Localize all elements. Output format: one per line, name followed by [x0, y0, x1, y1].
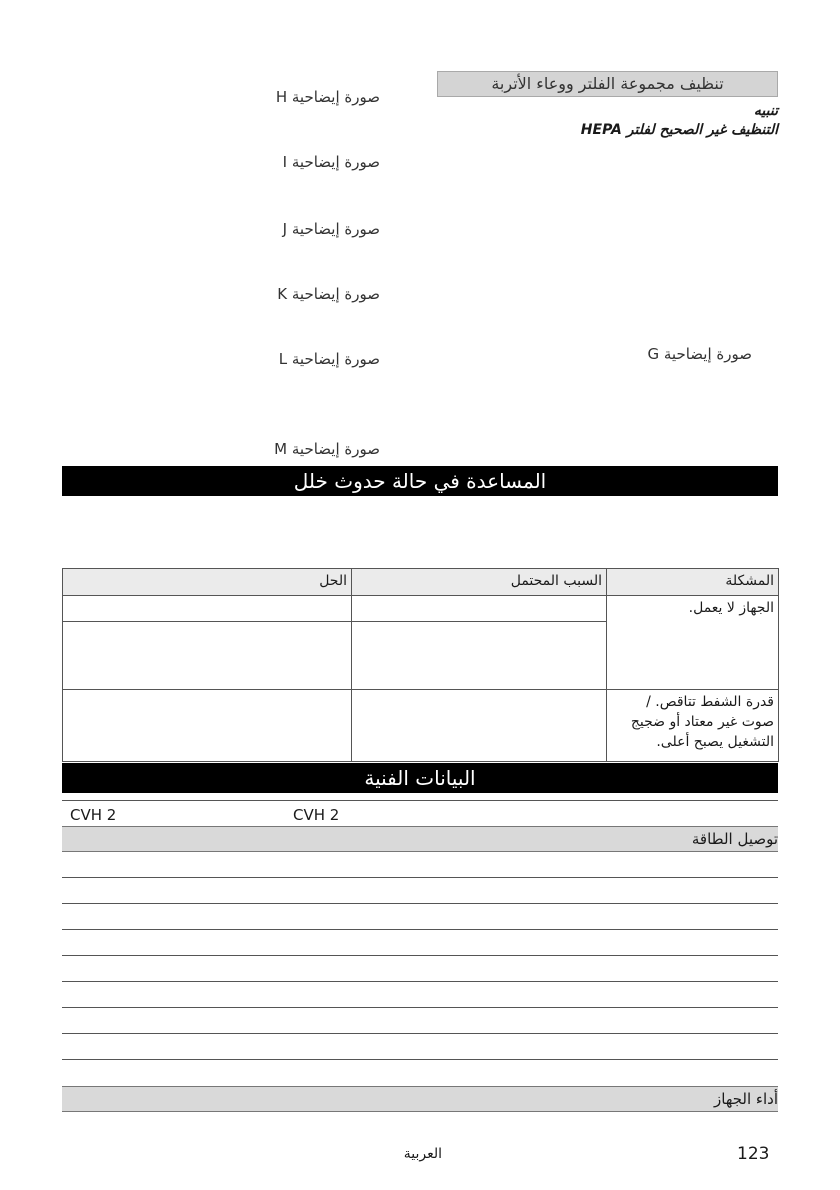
problem-cell: الجهاز لا يعمل. [607, 596, 779, 690]
troubleshooting-table [62, 568, 779, 762]
figure-label-i: صورة إيضاحية I [282, 153, 380, 171]
figure-label-h: صورة إيضاحية H [275, 88, 380, 106]
solution-cell [63, 622, 352, 690]
figure-label-g: صورة إيضاحية G [647, 345, 752, 363]
divider [62, 877, 778, 878]
divider [62, 1007, 778, 1008]
technical-data-title: البيانات الفنية [62, 763, 778, 793]
divider [62, 955, 778, 956]
divider [62, 981, 778, 982]
figure-label-m: صورة إيضاحية M [274, 440, 380, 458]
footer-language: العربية [403, 1146, 442, 1162]
warning-text: التنظيف غير الصحيح لفلتر HEPA [580, 122, 778, 138]
divider [62, 800, 778, 801]
performance-section-bar: أداء الجهاز [62, 1086, 778, 1112]
cause-cell [352, 596, 607, 622]
cause-cell [352, 690, 607, 762]
figure-label-k: صورة إيضاحية K [277, 285, 380, 303]
header-cause: السبب المحتمل [352, 569, 607, 596]
divider [62, 903, 778, 904]
filter-section-title: تنظيف مجموعة الفلتر ووعاء الأتربة [437, 71, 778, 97]
power-section-bar: توصيل الطاقة [62, 826, 778, 852]
cause-cell [352, 622, 607, 690]
solution-cell [63, 596, 352, 622]
divider [62, 929, 778, 930]
problem-cell: قدرة الشفط تتاقص. / صوت غير معتاد أو ضجيج التشغيل يصبح أعلى. [607, 690, 779, 762]
figure-label-j: صورة إيضاحية J [282, 220, 380, 238]
figure-label-l: صورة إيضاحية L [278, 350, 380, 368]
table-row [63, 690, 779, 762]
page-number: 123 [737, 1144, 770, 1164]
table-row [63, 596, 779, 622]
model-label-2: CVH 2 [293, 806, 340, 824]
solution-cell [63, 690, 352, 762]
warning-title: تنبيه [753, 103, 778, 119]
troubleshooting-title: المساعدة في حالة حدوث خلل [62, 466, 778, 496]
model-label-1: CVH 2 [70, 806, 117, 824]
divider [62, 1033, 778, 1034]
header-problem: المشكلة [607, 569, 779, 596]
divider [62, 1059, 778, 1060]
header-solution: الحل [63, 569, 352, 596]
table-header-row [63, 569, 779, 596]
